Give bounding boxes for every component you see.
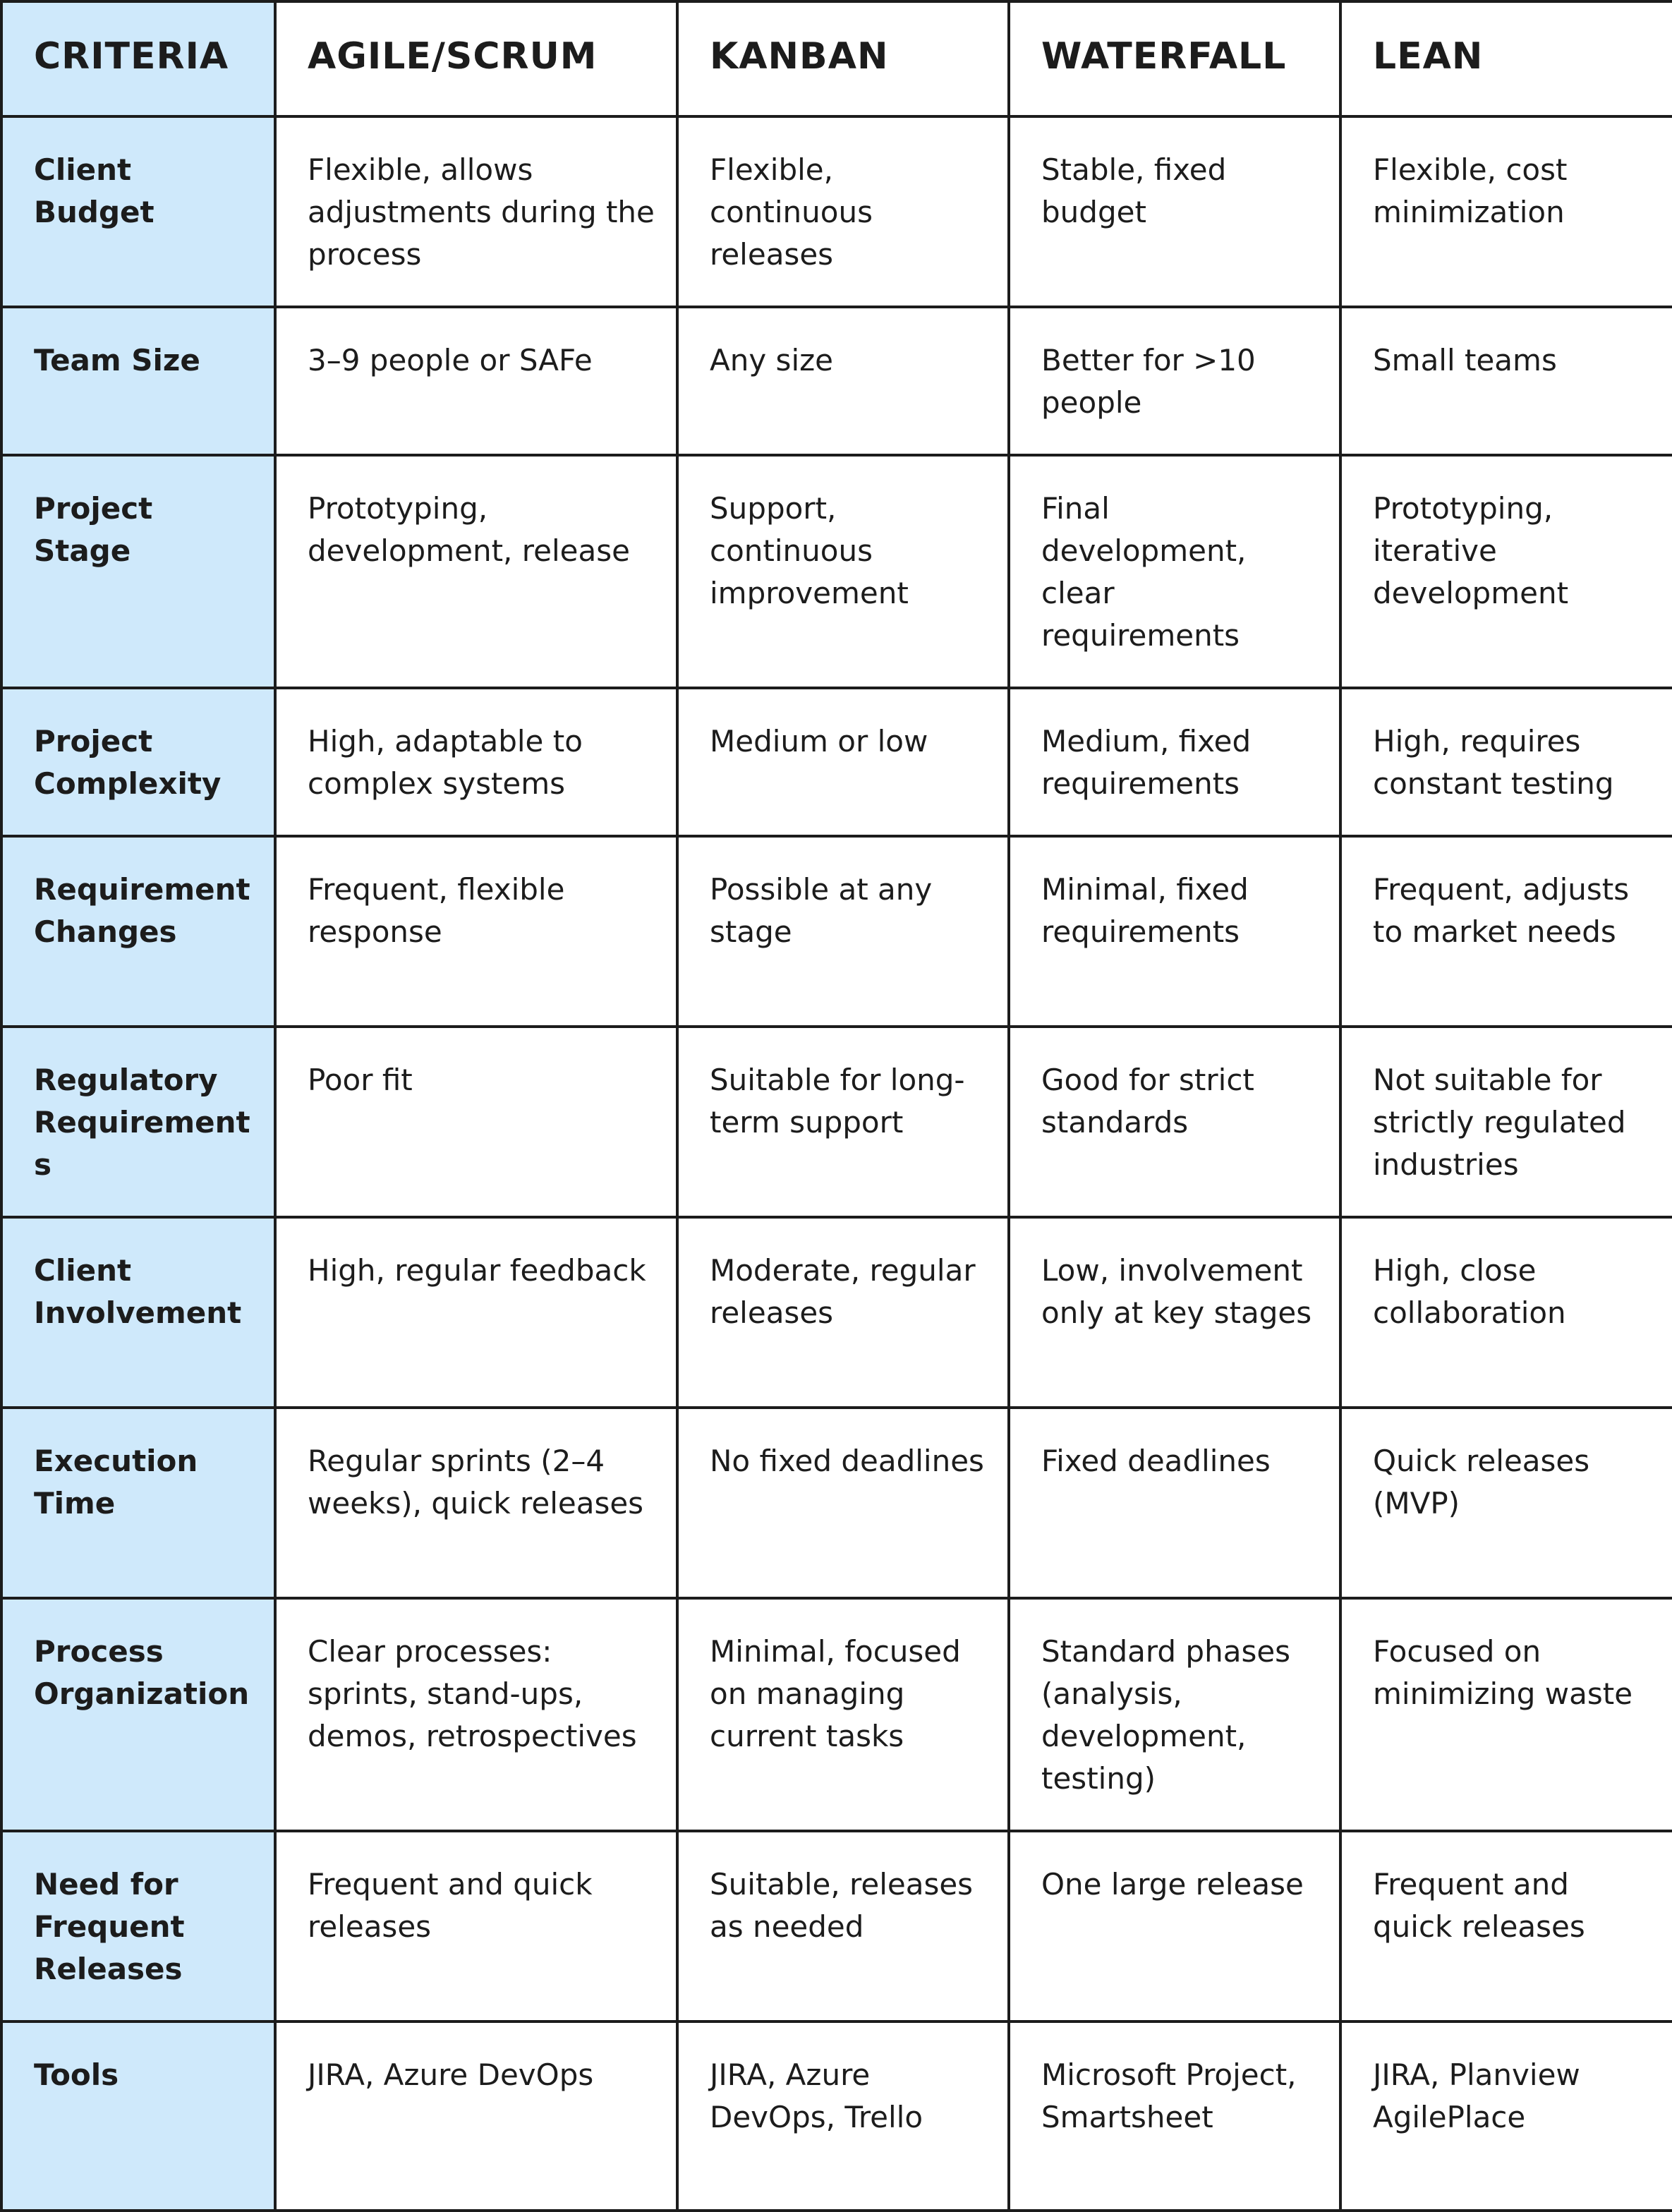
kanban-cell: Support, continuous improvement: [677, 455, 1009, 688]
agile-cell: Prototyping, development, release: [275, 455, 677, 688]
waterfall-cell: Minimal, fixed requirements: [1009, 836, 1340, 1027]
waterfall-cell: Better for >10 people: [1009, 307, 1340, 455]
agile-cell: Regular sprints (2–4 weeks), quick releases: [275, 1408, 677, 1598]
lean-cell: Not suitable for strictly regulated industries: [1340, 1027, 1672, 1217]
waterfall-cell: One large release: [1009, 1831, 1340, 2021]
header-lean: LEAN: [1340, 1, 1672, 116]
waterfall-cell: Fixed deadlines: [1009, 1408, 1340, 1598]
lean-cell: Prototyping, iterative development: [1340, 455, 1672, 688]
agile-cell: Clear processes: sprints, stand-ups, demos, retrospectives: [275, 1598, 677, 1831]
table-row: [1, 1831, 1672, 2021]
kanban-cell: Suitable, releases as needed: [677, 1831, 1009, 2021]
header-waterfall: WATERFALL: [1009, 1, 1340, 116]
lean-cell: Flexible, cost minimization: [1340, 116, 1672, 307]
table-row: [1, 455, 1672, 688]
criteria-cell: Process Organization: [1, 1598, 275, 1831]
kanban-cell: JIRA, Azure DevOps, Trello: [677, 2021, 1009, 2211]
lean-cell: Frequent, adjusts to market needs: [1340, 836, 1672, 1027]
kanban-cell: Minimal, focused on managing current tasks: [677, 1598, 1009, 1831]
table-row: [1, 2021, 1672, 2211]
header-kanban: KANBAN: [677, 1, 1009, 116]
agile-cell: High, regular feedback: [275, 1217, 677, 1408]
table-row: [1, 836, 1672, 1027]
agile-cell: Poor fit: [275, 1027, 677, 1217]
waterfall-cell: Standard phases (analysis, development, testing): [1009, 1598, 1340, 1831]
kanban-cell: Any size: [677, 307, 1009, 455]
waterfall-cell: Good for strict standards: [1009, 1027, 1340, 1217]
kanban-cell: Flexible, continuous releases: [677, 116, 1009, 307]
kanban-cell: No fixed deadlines: [677, 1408, 1009, 1598]
agile-cell: Frequent and quick releases: [275, 1831, 677, 2021]
table-row: [1, 116, 1672, 307]
criteria-cell: Team Size: [1, 307, 275, 455]
lean-cell: High, requires constant testing: [1340, 688, 1672, 836]
table-row: [1, 1217, 1672, 1408]
header-criteria: CRITERIA: [1, 1, 275, 116]
lean-cell: Focused on minimizing waste: [1340, 1598, 1672, 1831]
header-agile-scrum: AGILE/SCRUM: [275, 1, 677, 116]
lean-cell: Small teams: [1340, 307, 1672, 455]
criteria-cell: Project Stage: [1, 455, 275, 688]
header-row: [1, 1, 1672, 116]
agile-cell: 3–9 people or SAFe: [275, 307, 677, 455]
table-row: [1, 688, 1672, 836]
waterfall-cell: Stable, fixed budget: [1009, 116, 1340, 307]
kanban-cell: Moderate, regular releases: [677, 1217, 1009, 1408]
waterfall-cell: Microsoft Project, Smartsheet: [1009, 2021, 1340, 2211]
criteria-cell: Client Involvement: [1, 1217, 275, 1408]
agile-cell: Flexible, allows adjustments during the process: [275, 116, 677, 307]
kanban-cell: Possible at any stage: [677, 836, 1009, 1027]
kanban-cell: Suitable for long-term support: [677, 1027, 1009, 1217]
criteria-cell: Requirement Changes: [1, 836, 275, 1027]
criteria-cell: Need for Frequent Releases: [1, 1831, 275, 2021]
waterfall-cell: Medium, fixed requirements: [1009, 688, 1340, 836]
criteria-cell: Execution Time: [1, 1408, 275, 1598]
waterfall-cell: Low, involvement only at key stages: [1009, 1217, 1340, 1408]
kanban-cell: Medium or low: [677, 688, 1009, 836]
criteria-cell: Regulatory Requirements: [1, 1027, 275, 1217]
agile-cell: Frequent, flexible response: [275, 836, 677, 1027]
agile-cell: High, adaptable to complex systems: [275, 688, 677, 836]
lean-cell: Quick releases (MVP): [1340, 1408, 1672, 1598]
table-row: [1, 1027, 1672, 1217]
lean-cell: JIRA, Planview AgilePlace: [1340, 2021, 1672, 2211]
waterfall-cell: Final development, clear requirements: [1009, 455, 1340, 688]
criteria-cell: Project Complexity: [1, 688, 275, 836]
criteria-cell: Client Budget: [1, 116, 275, 307]
lean-cell: Frequent and quick releases: [1340, 1831, 1672, 2021]
table-row: [1, 1408, 1672, 1598]
table-row: [1, 1598, 1672, 1831]
lean-cell: High, close collaboration: [1340, 1217, 1672, 1408]
criteria-cell: Tools: [1, 2021, 275, 2211]
table-row: [1, 307, 1672, 455]
agile-cell: JIRA, Azure DevOps: [275, 2021, 677, 2211]
